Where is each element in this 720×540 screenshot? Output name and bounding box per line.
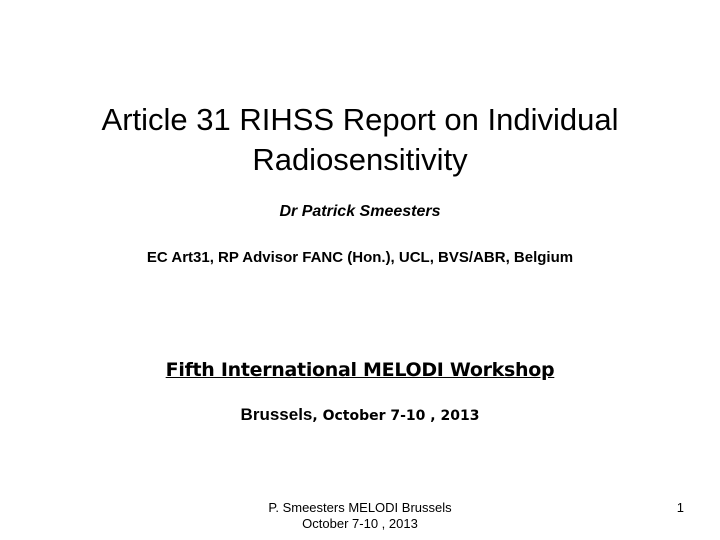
title-line-1: Article 31 RIHSS Report on Individual [101, 102, 619, 137]
author-affiliation: EC Art31, RP Advisor FANC (Hon.), UCL, BVS/ABR, Belgium [146, 249, 574, 266]
slide-footer [240, 500, 480, 532]
slide-number: 1 [676, 500, 684, 515]
event-date: , October 7-10 , 2013 [312, 408, 480, 424]
title-line-2: Radiosensitivity [252, 142, 468, 177]
footer-line-1: P. Smeesters MELODI Brussels [268, 500, 452, 515]
footer-line-2: October 7-10 , 2013 [302, 516, 418, 531]
author-name: Dr Patrick Smeesters [279, 203, 441, 220]
slide-title [60, 100, 660, 180]
event-city: Brussels [240, 405, 313, 424]
workshop-title: Fifth International MELODI Workshop [165, 359, 555, 381]
event-location-date [60, 405, 660, 425]
